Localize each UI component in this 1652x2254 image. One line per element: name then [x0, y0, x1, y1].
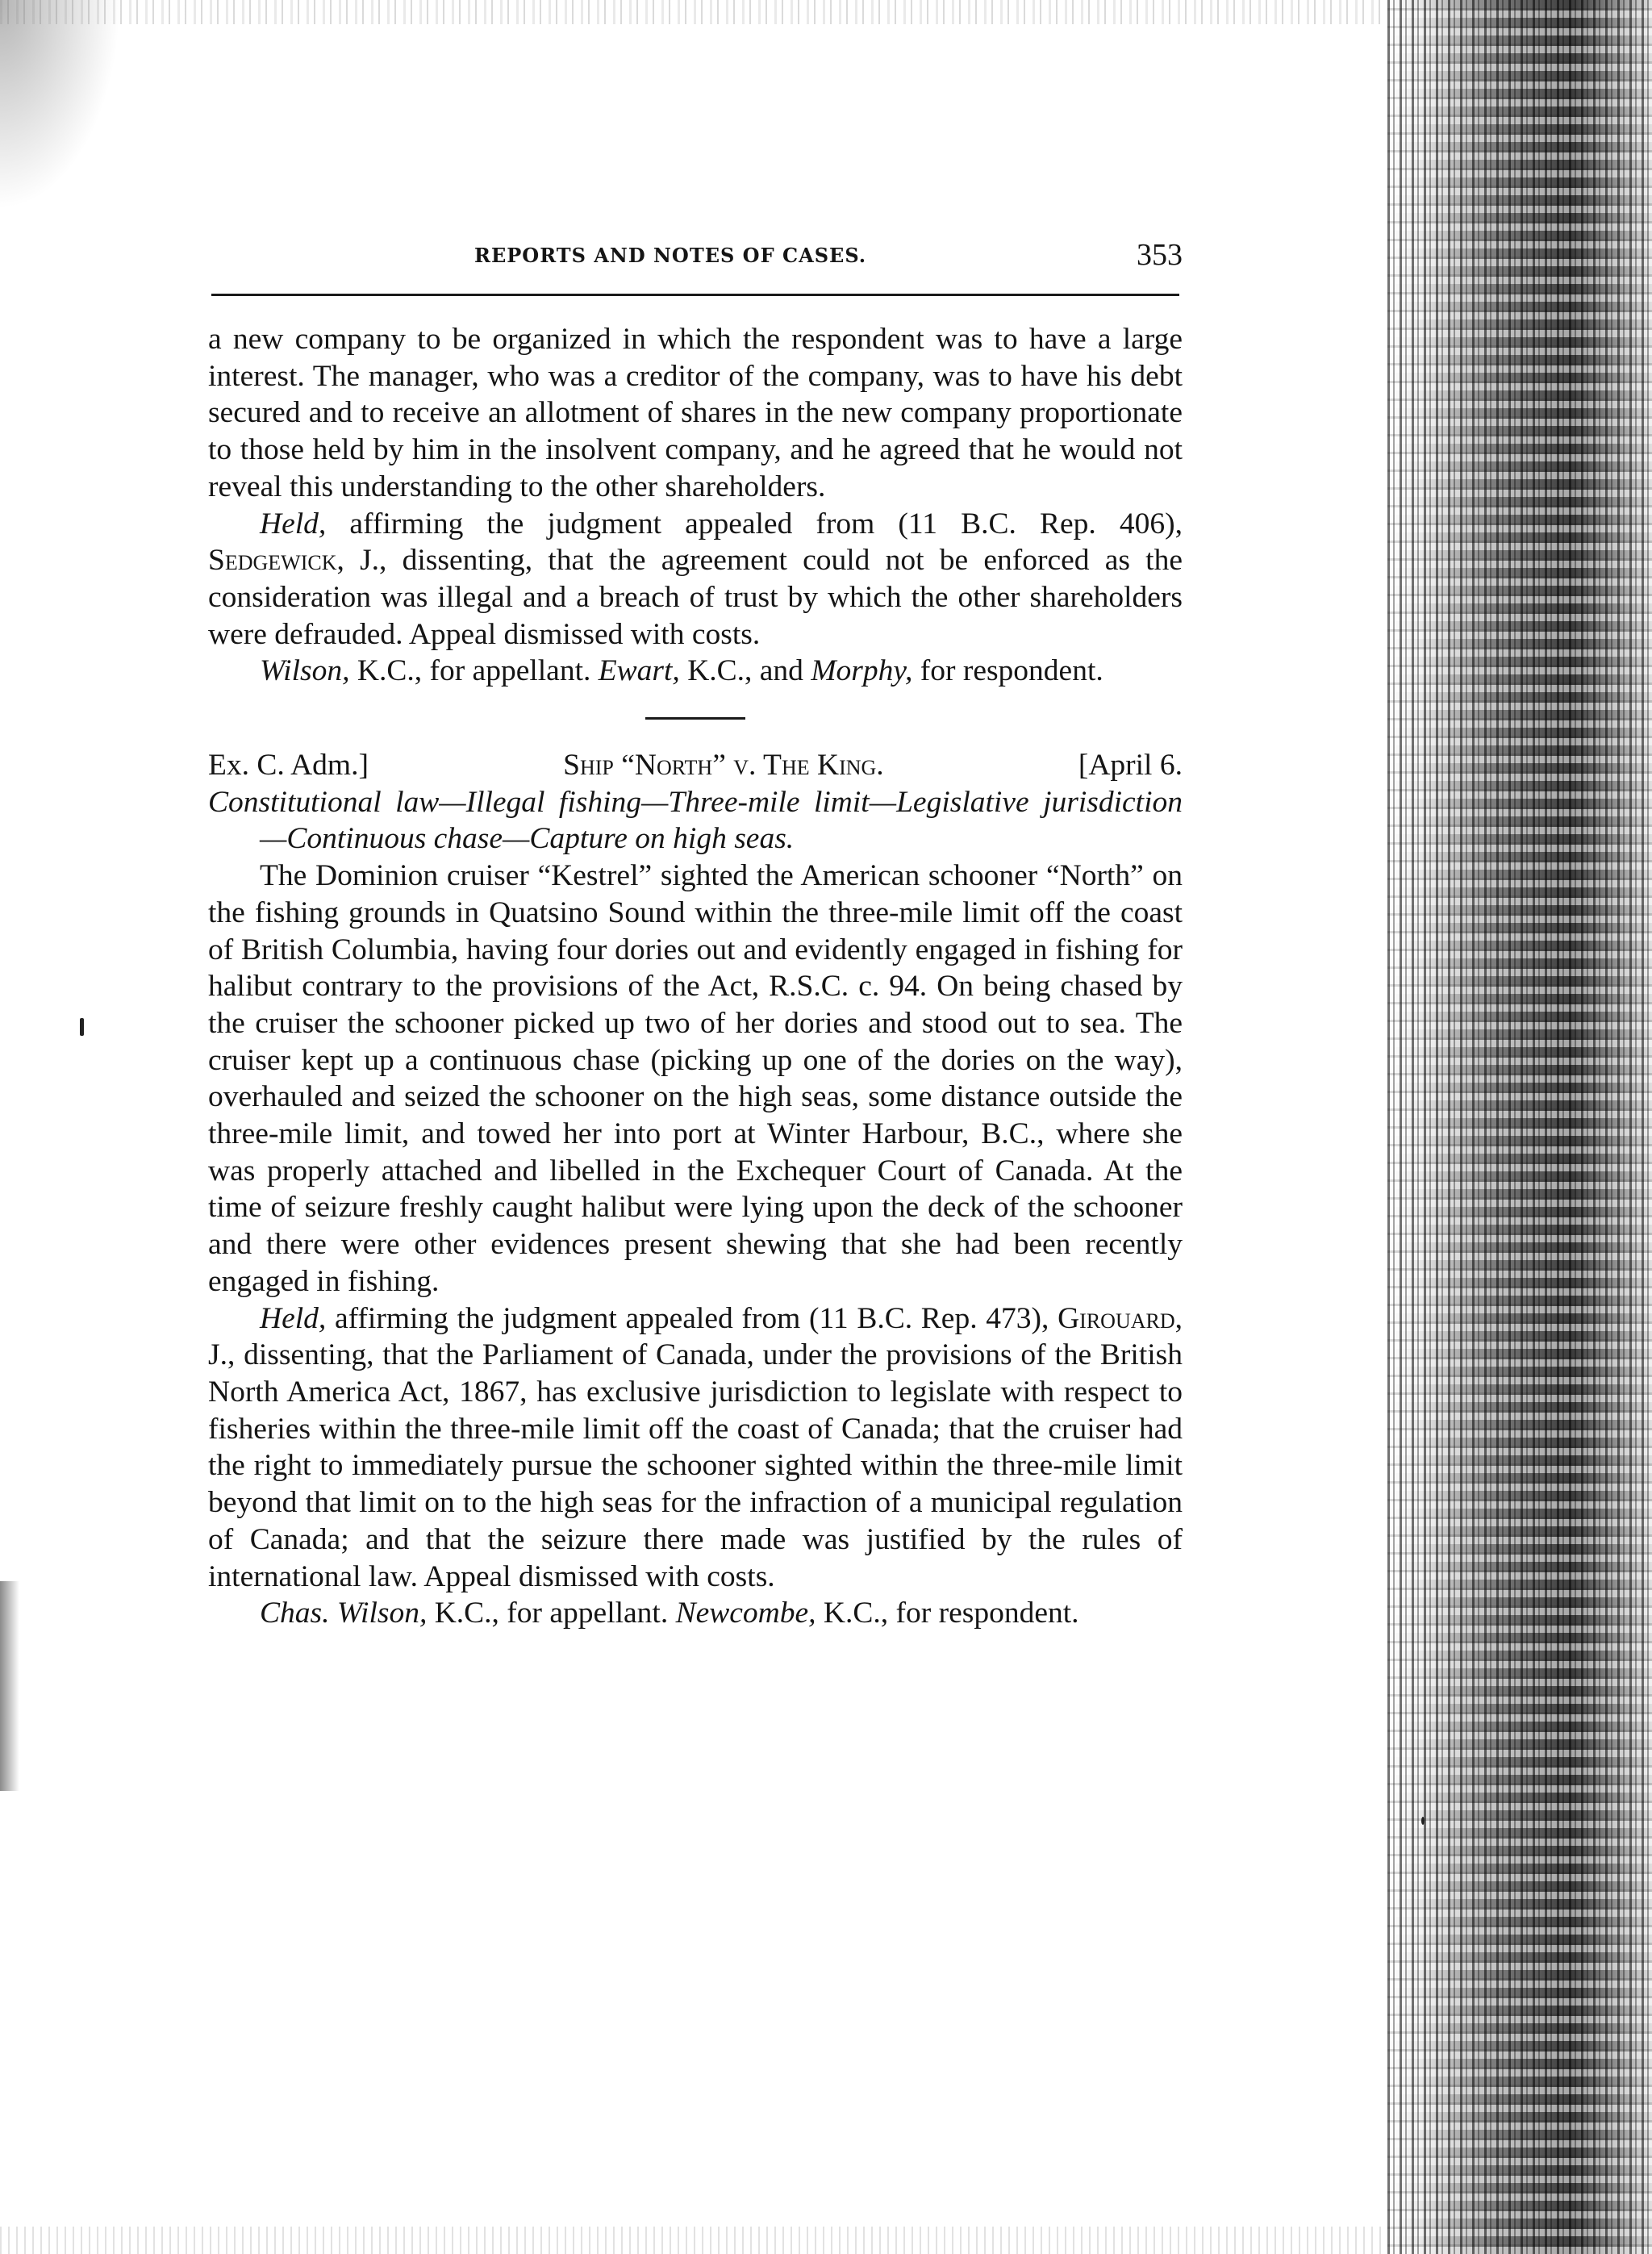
held-text: affirming the judgment appealed from (11 B.C. Rep. 406),: [326, 507, 1183, 541]
case-heading: [208, 747, 1183, 784]
catchwords: Constitutional law—Illegal fishing—Three-mile limit—Legislative jurisdiction—Continuous chase—Capture on high seas.: [208, 785, 1183, 856]
counsel-name: Morphy,: [811, 654, 913, 688]
case-title: Ship “North” v. The King.: [563, 749, 884, 783]
counsel-name: Newcombe,: [675, 1597, 816, 1630]
scan-edge-bottom: [0, 2227, 1387, 2254]
counsel-name: Wilson,: [260, 654, 350, 688]
case-separator: [645, 717, 745, 720]
page-number: 353: [1137, 238, 1183, 272]
dissenting-judge: Girouard, J.: [208, 1301, 1183, 1372]
scan-margin-mark: [0, 1581, 19, 1791]
counsel-name: Ewart,: [598, 654, 680, 688]
counsel-text: for respondent.: [912, 654, 1103, 688]
counsel-paragraph: [208, 1595, 1183, 1632]
body-text: [208, 321, 1183, 1632]
header-rule: [211, 294, 1179, 296]
dissenting-judge: Sedgewick, J.: [208, 544, 380, 578]
held-paragraph: [208, 1300, 1183, 1596]
counsel-text: K.C., for respondent.: [816, 1597, 1079, 1630]
ink-speck: [1421, 1817, 1425, 1825]
held-label: Held,: [260, 507, 327, 541]
counsel-text: K.C., for appellant.: [427, 1597, 676, 1630]
counsel-paragraph: [208, 653, 1183, 690]
ink-speck: [80, 1018, 84, 1036]
facts-paragraph: The Dominion cruiser “Kestrel” sighted the American schooner “North” on the fishing grounds in Quatsino Sound within the three-mile limit off the coast of British Columbia, having four dories out and evidently engaged in fishing for halibut contrary to the provisions of the Act, R.S.C. c. 94. On being chased by the cruiser the schooner picked up two of her dories and stood out to sea. The cruiser kept up a continuous chase (picking up one of the dories on the way), overhauled and seized the schooner on the high seas, some distance outside the three-mile limit, and towed her into port at Winter Harbour, B.C., where she was properly attached and libelled in the Exchequer Court of Canada. At the time of seizure freshly caught halibut were lying upon the deck of the schooner and there were other evidences present shewing that she had been recently engaged in fishing.: [208, 859, 1183, 1298]
court-label: Ex. C. Adm.]: [208, 749, 369, 783]
held-text: , dissenting, that the agreement could not be enforced as the consideration was illegal and a breach of trust by which the other shareholders were defrauded. Appeal dismissed with costs.: [208, 544, 1183, 651]
continued-paragraph: a new company to be organized in which the respondent was to have a large interest. The manager, who was a creditor of the company, was to have his debt secured and to receive an allotment of shares in the new company proportionate to those held by him in the insolvent company, and he agreed that he would not reveal this understanding to the other shareholders.: [208, 323, 1183, 503]
page-header: [208, 237, 1183, 278]
counsel-text: K.C., for appellant.: [349, 654, 599, 688]
held-text: affirming the judgment appealed from (11 B.C. Rep. 473),: [326, 1301, 1058, 1335]
running-head: REPORTS AND NOTES OF CASES.: [474, 244, 867, 267]
book-spine-shadow: [1387, 0, 1652, 2254]
held-text: , dissenting, that the Parliament of Canada, under the provisions of the British North America Act, 1867, has exclusive jurisdiction to legislate with respect to fisheries within the three-mile limit off the coast of Canada; that the cruiser had the right to immediately pursue the schooner sighted within the three-mile limit beyond that limit on to the high seas for the infraction of a municipal regulation of Canada; and that the seizure there made was justified by the rules of international law. Appeal dismissed with costs.: [208, 1338, 1183, 1593]
counsel-name: Chas. Wilson,: [260, 1597, 428, 1630]
case-date: [April 6.: [1078, 749, 1183, 783]
held-label: Held,: [260, 1301, 327, 1335]
counsel-text: K.C., and: [679, 654, 811, 688]
scan-corner-shadow: [0, 0, 121, 210]
held-paragraph: [208, 506, 1183, 653]
